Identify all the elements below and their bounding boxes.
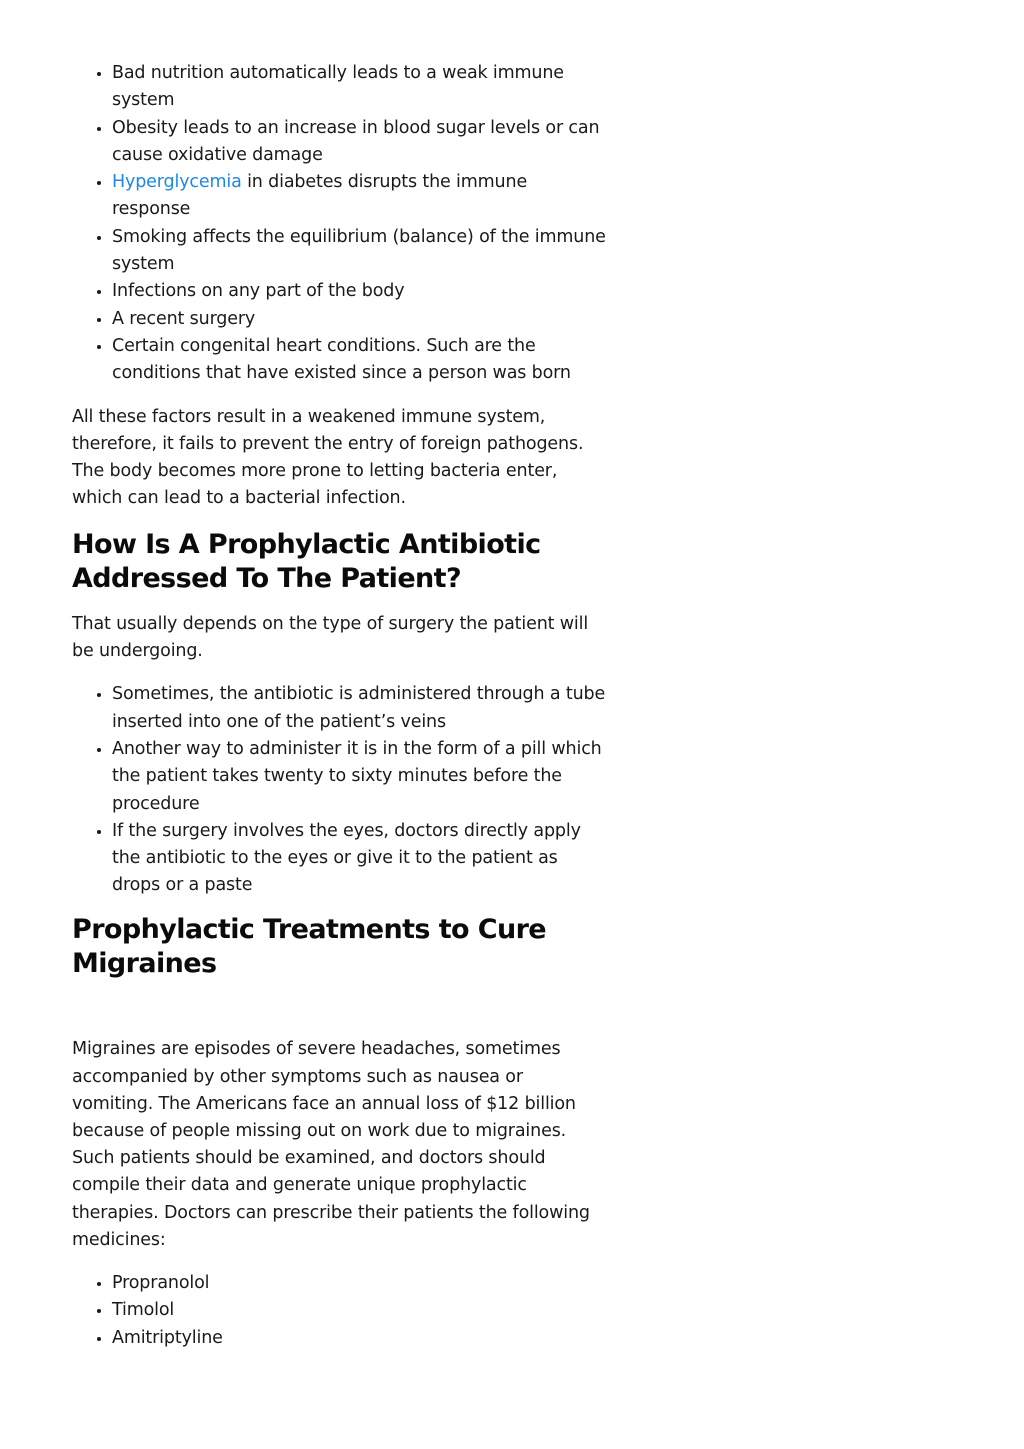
list-item: • Amitriptyline bbox=[112, 1325, 608, 1352]
list-item: • Propranolol bbox=[112, 1270, 608, 1297]
depends-paragraph: That usually depends on the type of surgery the patient will be undergoing. bbox=[72, 613, 589, 662]
list-item: • Certain congenital heart conditions. Such are the conditions that have existed since a person was born bbox=[112, 333, 608, 388]
medicines-list bbox=[72, 1270, 608, 1352]
section-heading-migraines: Prophylactic Treatments to Cure Migraines bbox=[72, 913, 547, 979]
section-heading-addressed: How Is A Prophylactic Antibiotic Addressed To The Patient? bbox=[72, 529, 541, 595]
list-item bbox=[112, 169, 608, 224]
list-item: • Timolol bbox=[112, 1297, 608, 1324]
list-item: • Obesity leads to an increase in blood sugar levels or can cause oxidative damage bbox=[112, 115, 608, 170]
list-item-text: in diabetes disrupts the immune response bbox=[112, 172, 528, 220]
list-item: • Another way to administer it is in the form of a pill which the patient takes twenty to sixty minutes before the procedure bbox=[112, 736, 608, 818]
list-item: • Bad nutrition automatically leads to a weak immune system bbox=[112, 60, 608, 115]
list-item: • If the surgery involves the eyes, doctors directly apply the antibiotic to the eyes or give it to the patient as drops or a paste bbox=[112, 818, 608, 900]
administration-list bbox=[72, 681, 608, 899]
list-item: • Smoking affects the equilibrium (balance) of the immune system bbox=[112, 224, 608, 279]
article-content bbox=[72, 60, 608, 1352]
risk-factors-list bbox=[72, 60, 608, 388]
list-item: • A recent surgery bbox=[112, 306, 608, 333]
migraines-paragraph: Migraines are episodes of severe headaches, sometimes accompanied by other symptoms such as nausea or vomiting. The Americans face an annual loss of $12 billion because of people missing out on work due to migraines. Such patients should be examined, and doctors should compile their data and generate unique prophylactic therapies. Doctors can prescribe their patients the following medicines: bbox=[72, 1039, 590, 1250]
weakened-immune-paragraph: All these factors result in a weakened immune system, therefore, it fails to prevent the entry of foreign pathogens. The body becomes more prone to letting bacteria enter, which can lead to a bacterial infection. bbox=[72, 406, 584, 509]
list-item: • Sometimes, the antibiotic is administered through a tube inserted into one of the patient’s veins bbox=[112, 681, 608, 736]
list-item: • Infections on any part of the body bbox=[112, 278, 608, 305]
hyperglycemia-link[interactable]: Hyperglycemia bbox=[112, 172, 242, 193]
